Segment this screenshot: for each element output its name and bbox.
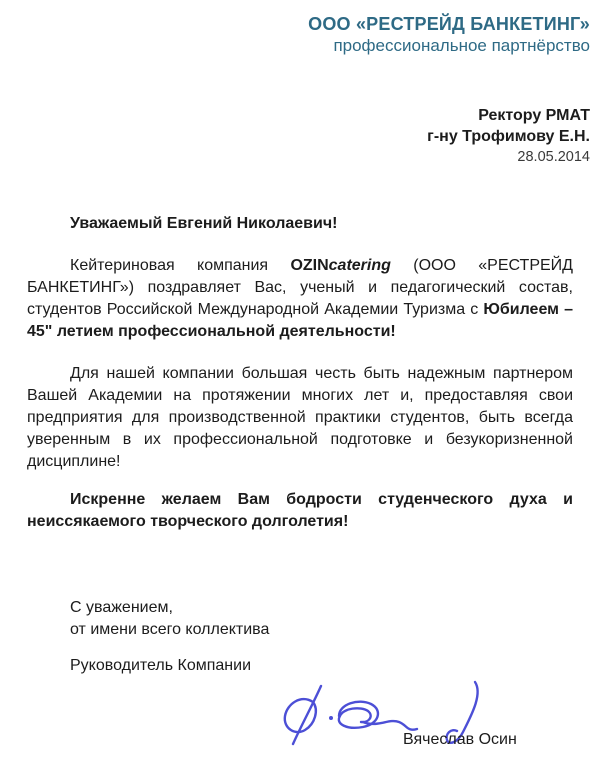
p1-anniversary-bold: Юбилеем – 45" летием профессиональной деятельности! [27, 301, 573, 340]
recipient-title: Ректору РМАТ [478, 107, 590, 124]
closing-regards: С уважением, [70, 599, 173, 616]
signer-title: Руководитель Компании [70, 657, 252, 674]
recipient-block [0, 105, 600, 167]
p1-text-start: Кейтериновая компания [70, 257, 291, 274]
salutation: Уважаемый Евгений Николаевич! [70, 215, 338, 232]
company-name: ООО «РЕСТРЕЙД БАНКЕТИНГ» [308, 14, 590, 34]
paragraph-congratulation [27, 255, 573, 343]
letterhead [0, 0, 600, 57]
letter-date: 28.05.2014 [517, 149, 590, 165]
closing-collective: от имени всего коллектива [70, 621, 270, 638]
brand-name-bold: OZIN [290, 257, 329, 274]
letter-body [0, 213, 600, 677]
p1-text-mid: (ООО «РЕСТРЕЙД БАНКЕТИНГ») поздравляет Вас, ученый и педагогический состав, студентов Российской Международной Академии Туризма с [27, 257, 573, 318]
brand-name-italic: catering [328, 257, 391, 274]
recipient-name: г-ну Трофимову Е.Н. [427, 128, 590, 145]
paragraph-wishes: Искренне желаем Вам бодрости студенческого духа и неиссякаемого творческого долголетия! [27, 491, 573, 530]
signer-name: Вячеслав Осин [403, 731, 517, 748]
closing-block [27, 597, 573, 677]
company-tagline: профессиональное партнёрство [333, 36, 590, 55]
paragraph-partnership: Для нашей компании большая честь быть надежным партнером Вашей Академии на протяжении многих лет и, предоставляя свои предприятия для производственной практики студентов, быть всегда уверенным в их профессиональной подготовке и безукоризненной дисциплине! [27, 365, 573, 470]
